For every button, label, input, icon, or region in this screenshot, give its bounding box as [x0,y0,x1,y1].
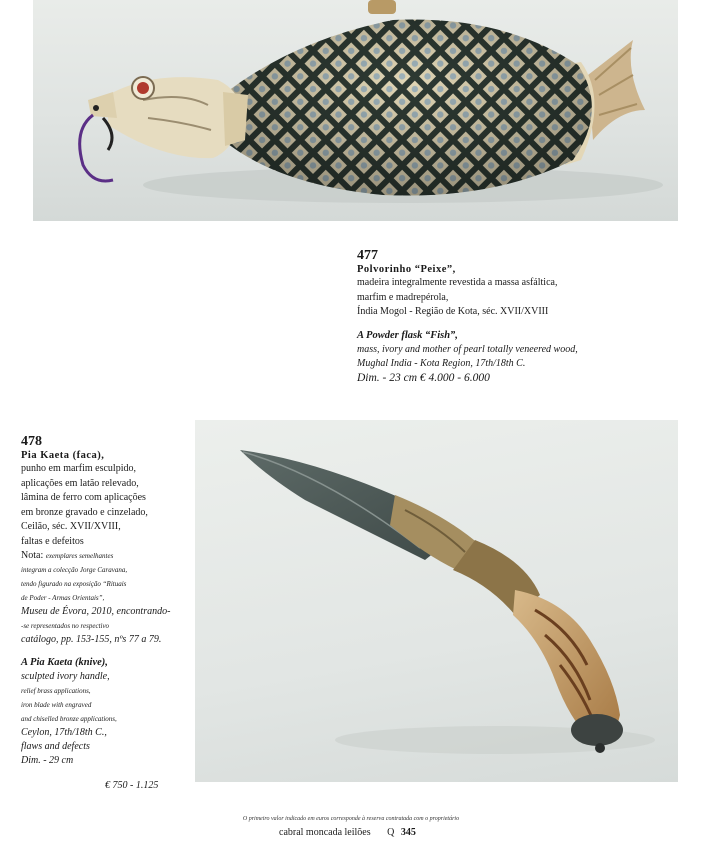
description-en-line: sculpted ivory handle, [21,671,110,682]
auction-house-name: cabral moncada leilões [279,827,371,838]
dimension-price: Dim. - 23 cm € 4.000 - 6.000 [357,371,490,384]
description-line: lâmina de ferro com aplicações [21,492,146,503]
description-en-line: mass, ivory and mother of pearl totally veneered wood, [357,343,578,355]
lot-477 [357,248,687,386]
lot-title-pt: Polvorinho “Peixe”, [357,264,456,275]
q-mark: Q [387,827,395,838]
description-en-line: iron blade with engraved [21,701,92,709]
note-text: Museu de Évora, 2010, encontrando- [21,606,171,617]
note-label: Nota: [21,550,44,561]
description-line: punho em marfim esculpido, [21,463,136,474]
note-line [21,549,193,563]
description-line: em bronze gravado e cinzelado, [21,506,148,518]
note-text: exemplares semelhantes [45,552,114,560]
price-estimate: € 750 - 1.125 [105,780,159,791]
description-line: Índia Mogol - Região de Kota, séc. XVII/XVIII [357,306,549,317]
note-text: -se representados no respectivo [21,622,110,630]
powder-flask-photo [33,0,678,221]
lot-number: 477 [357,248,378,263]
note-text: tendo figurado na exposição “Rituais [21,580,127,588]
page-number: 345 [400,827,416,838]
footer-note: O primeiro valor indicado em euros corresponde à reserva contratada com o proprietário [242,816,460,822]
footer [279,827,416,838]
description-line: madeira integralmente revestida a massa asfáltica, [357,277,558,288]
note-text: catálogo, pp. 153-155, nºs 77 a 79. [21,634,162,645]
dimension: Dim. - 29 cm [21,755,74,766]
lot-478 [21,434,193,768]
lot-title-en: A Pia Kaeta (knive), [21,657,108,668]
note-text: de Poder - Armas Orientais”, [21,594,105,602]
description-en-line: relief brass applications, [21,687,91,695]
description-line: Ceilão, séc. XVII/XVIII, [21,521,121,532]
lot-title-en: A Powder flask “Fish”, [357,329,458,341]
description-line: faltas e defeitos [21,535,84,547]
description-en-line: and chiselled bronze applications, [21,715,117,723]
description-en-line: flaws and defects [21,741,90,752]
note-text: integram a colecção Jorge Caravana, [21,566,128,574]
description-en-line: Ceylon, 17th/18th C., [21,727,107,738]
description-line: marfim e madrepérola, [357,291,449,303]
description-line: aplicações em latão relevado, [21,477,139,489]
description-en-line: Mughal India - Kota Region, 17th/18th C. [357,357,526,369]
lot-number: 478 [21,434,42,449]
knife-photo [195,420,678,782]
lot-title-pt: Pia Kaeta (faca), [21,450,105,461]
